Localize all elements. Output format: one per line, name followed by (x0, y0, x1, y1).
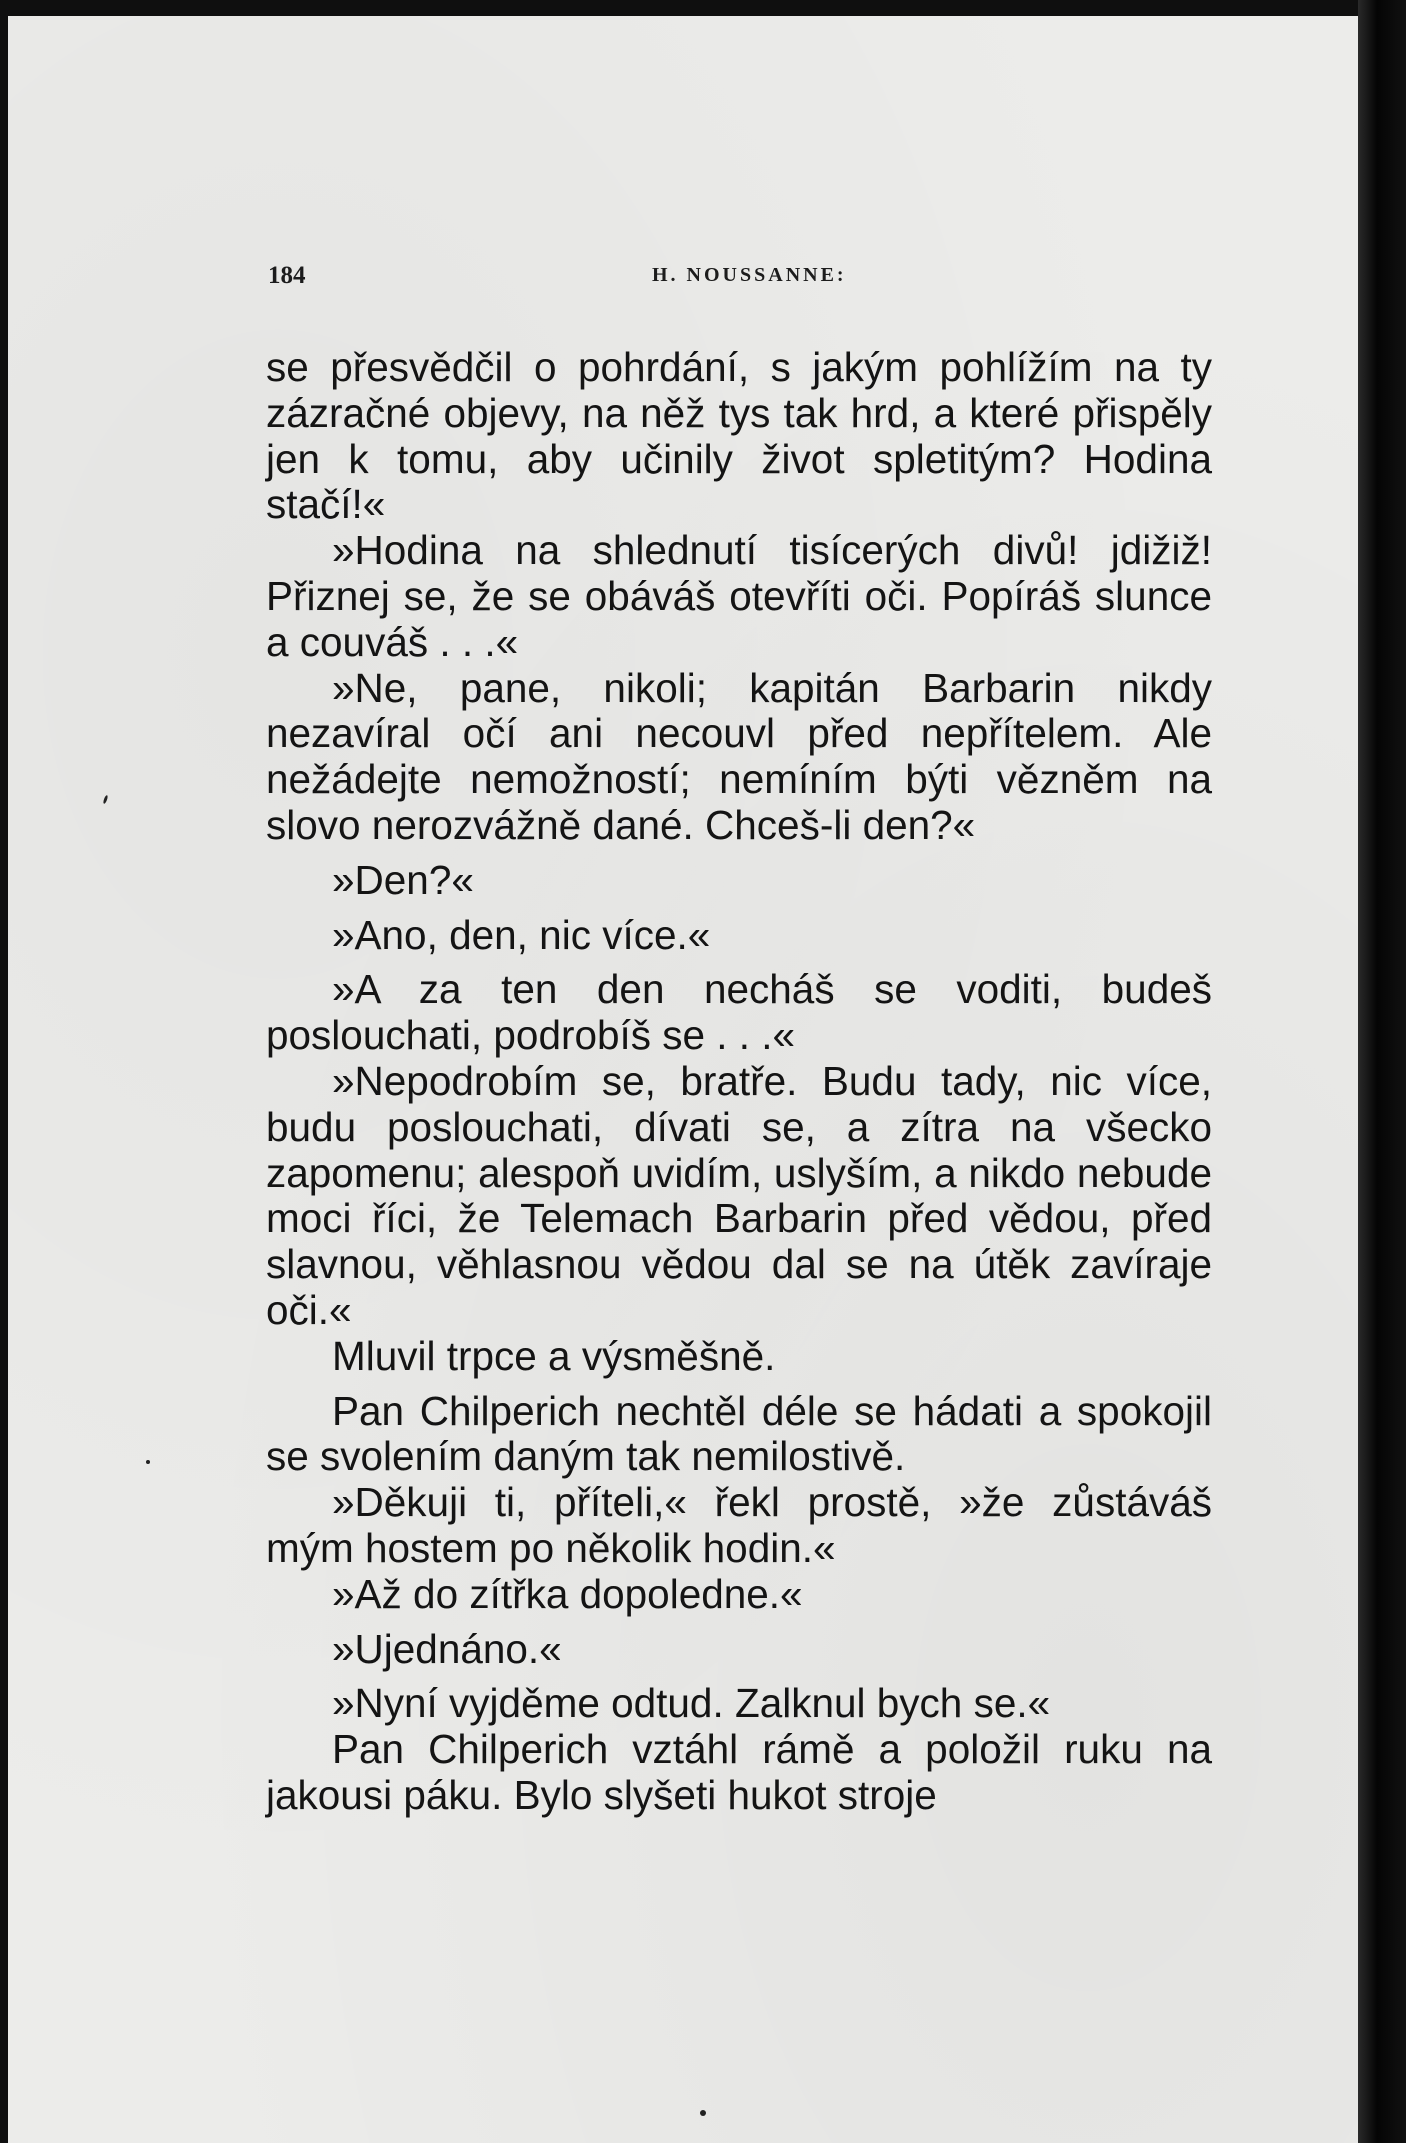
paragraph: Mluvil trpce a výsměšně. (332, 1332, 776, 1379)
paragraph: »Nepodrobím se, bratře. Budu tady, nic více, budu poslouchati, dívati se, a zítra na všecko zapomenu; alespoň uvidím, uslyším, a nikdo nebude moci říci, že Telemach Barbarin před vědou, před slavnou, věhlasnou vědou dal se na útěk zavíraje oči.« (266, 1057, 1212, 1333)
paragraph: »Den?« (332, 856, 474, 903)
paragraph: »Ano, den, nic více.« (332, 911, 711, 958)
running-head: H. NOUSSANNE: (652, 264, 847, 286)
paragraph: »Nyní vyjděme odtud. Zalknul bych se.« (332, 1680, 1051, 1727)
paragraph: »Hodina na shlednutí tisícerých divů! jdižiž! Přiznej se, že se obáváš otevříti oči. Popíráš slunce a couváš . . .« (266, 527, 1212, 665)
page-header (268, 262, 1218, 292)
paragraph: Pan Chilperich vztáhl rámě a položil ruku na jakousi páku. Bylo slyšeti hukot stroje (266, 1726, 1212, 1818)
paragraph: »Děkuji ti, příteli,« řekl prostě, »že zůstáváš mým hostem po několik hodin.« (266, 1479, 1212, 1571)
paragraph: se přesvědčil o pohrdání, s jakým pohlížím na ty zázračné objevy, na něž tys tak hrd, a které přispěly jen k tomu, aby učinily život spletitým? Hodina stačí!« (266, 344, 1212, 528)
paragraph: »Až do zítřka dopoledne.« (332, 1570, 803, 1617)
print-speck (700, 2110, 706, 2116)
paragraph: »Ujednáno.« (332, 1625, 562, 1672)
paragraph: »Ne, pane, nikoli; kapitán Barbarin nikdy nezavíral očí ani necouvl před nepřítelem. Ale nežádejte nemožností; nemíním býti vězněm na slovo nerozvážně dané. Chceš-li den?« (266, 664, 1212, 848)
book-spine-shadow (1358, 0, 1406, 2143)
print-speck (146, 1460, 150, 1464)
page-number: 184 (268, 262, 306, 289)
paragraph: »A za ten den necháš se voditi, budeš poslouchati, podrobíš se . . .« (266, 966, 1212, 1059)
paragraph: Pan Chilperich nechtěl déle se hádati a spokojil se svolením daným tak nemilostivě. (266, 1387, 1212, 1480)
body-text (266, 345, 1212, 1819)
